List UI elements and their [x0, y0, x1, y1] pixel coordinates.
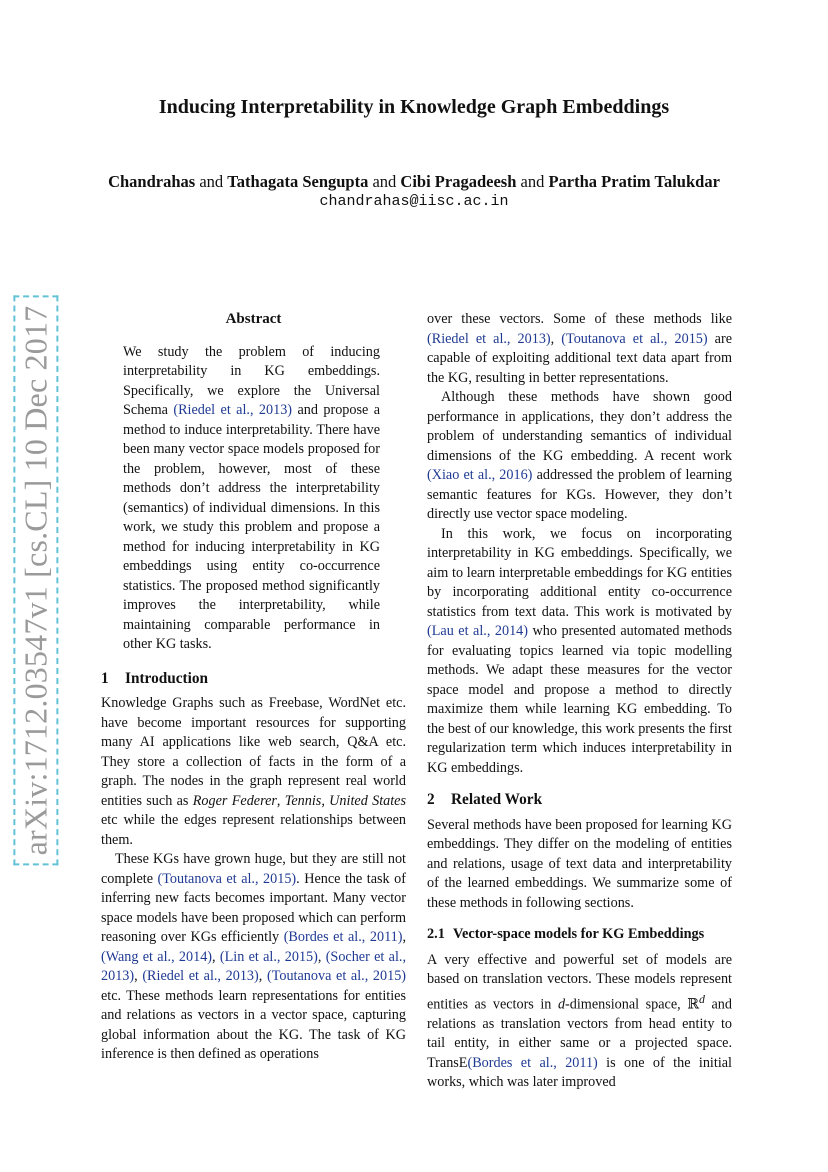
math-symbol: ℝ	[687, 996, 700, 1013]
text-run: etc. These methods learn representations for entities and relations as vectors in a vector space, capturing global information about the KG. The task of KG inference is then defined as operations	[101, 987, 406, 1062]
abstract-text-2: and propose a method to induce interpretability. There have been many vector space models proposed for the problem, however, most of these methods don’t address the interpretability (semantics) of individual dimensions. In this work, we study this problem and propose a method for inducing interpretability in KG embeddings using entity co-occurrence statistics. The proposed method significantly improves the interpretability, while maintaining comparable performance in other KG tasks.	[123, 402, 381, 652]
author-3: Cibi Pragadeesh	[400, 172, 517, 191]
section-heading-introduction	[101, 669, 406, 689]
section-number: 2	[427, 791, 435, 808]
text-run: and relations as translation vectors from head entity to tail entity, in either same or a projected space. TransE	[427, 996, 732, 1071]
intro-paragraph-4	[427, 388, 732, 525]
text-run: In this work, we focus on incorporating interpretability in KG embeddings. Specifically, we aim to learn interpretable embeddings for KG entities by incorporating additional entity co-occurrence statistics from text data. This work is motivated by	[427, 525, 732, 620]
citation-link[interactable]: (Socher et al., 2013)	[101, 948, 406, 984]
text-run: ,	[212, 948, 220, 965]
abstract-body	[101, 343, 406, 655]
text-run: These KGs have grown huge, but they are still not complete	[101, 851, 406, 887]
citation-link[interactable]: (Wang et al., 2014)	[101, 948, 213, 965]
citation-link[interactable]: (Riedel et al., 2013)	[173, 402, 293, 418]
abstract-heading: Abstract	[225, 311, 282, 327]
abstract-text-1: We study the problem of inducing interpretability in KG embeddings. Specifically, we explore the Universal Schema	[123, 343, 380, 418]
text-run: ,	[258, 968, 267, 984]
text-run: -dimensional space,	[565, 996, 688, 1013]
arxiv-stamp-text: arXiv:1712.03547v1 [cs.CL] 10 Dec 2017	[14, 295, 59, 865]
intro-paragraph-2	[101, 850, 406, 1065]
intro-paragraph-5	[427, 525, 732, 779]
entity-example: United States	[329, 792, 406, 809]
author-1: Chandrahas	[108, 172, 196, 191]
related-paragraph-2	[427, 951, 732, 1093]
subsection-heading-vector-space	[427, 925, 732, 945]
arxiv-stamp	[12, 305, 60, 855]
author-list	[0, 172, 828, 192]
math-symbol: d	[557, 996, 566, 1013]
section-number: 1	[101, 669, 109, 687]
intro-paragraph-1	[101, 694, 406, 850]
subsection-title: Vector-space models for KG Embeddings	[453, 926, 705, 942]
text-run: who presented automated methods for evaluating topics learned via topic modelling methods. We adapt these measures for the vector space model and propose a method to directly maximize them while learning KG embedding. To the best of our knowledge, this work presents the first regularization term which induces interpretability in KG embeddings.	[427, 623, 733, 776]
text-run: ,	[317, 948, 326, 965]
text-run: ,	[134, 968, 143, 984]
entity-example: Roger Federer	[192, 792, 277, 809]
text-run: ,	[402, 929, 406, 945]
text-run: Knowledge Graphs such as Freebase, WordNet etc. have become important resources for supporting many AI applications like web search, Q&A etc. They store a collection of facts in the form of a graph. The nodes in the graph represent real world entities such as	[101, 695, 406, 809]
text-run: is one of the initial works, which was later improved	[427, 1054, 732, 1091]
left-column	[101, 310, 406, 1065]
citation-link[interactable]: (Lin et al., 2015)	[219, 948, 318, 965]
author-email: chandrahas@iisc.ac.in	[319, 193, 509, 210]
citation-link[interactable]: (Toutanova et al., 2015)	[561, 330, 708, 347]
right-column	[427, 310, 732, 1093]
author-4: Partha Pratim Talukdar	[548, 172, 720, 191]
entity-example: Tennis	[284, 792, 322, 809]
text-run: . Hence the task of inferring new facts becomes important. Many vector space models have been proposed which can perform reasoning over KGs efficiently	[101, 870, 406, 945]
citation-link[interactable]: (Riedel et al., 2013)	[142, 968, 259, 984]
citation-link[interactable]: (Toutanova et al., 2015)	[157, 870, 297, 887]
citation-link[interactable]: (Bordes et al., 2011)	[467, 1054, 598, 1071]
citation-link[interactable]: (Riedel et al., 2013)	[427, 330, 551, 347]
text-run: A very effective and powerful set of models are based on translation vectors. These models represent entities as vectors in	[427, 951, 732, 1013]
text-run: etc while the edges represent relationships between them.	[101, 812, 406, 848]
author-sep-1: and	[195, 172, 228, 191]
citation-link[interactable]: (Toutanova et al., 2015)	[266, 968, 407, 984]
text-run: are capable of exploiting additional text data apart from the KG, resulting in better representations.	[427, 330, 733, 386]
text-run: Although these methods have shown good performance in applications, they don’t address the problem of understanding semantics of individual dimensions of the KG embedding. A recent work	[427, 389, 732, 464]
text-run: ,	[321, 792, 330, 809]
citation-link[interactable]: (Xiao et al., 2016)	[427, 467, 533, 483]
section-heading-related-work	[427, 790, 732, 810]
author-2: Tathagata Sengupta	[227, 172, 369, 191]
text-run: over these vectors. Some of these methods like	[427, 311, 732, 327]
text-run: ,	[550, 330, 562, 347]
math-superscript: d	[699, 991, 705, 1006]
author-sep-2: and	[368, 172, 401, 191]
section-title: Related Work	[451, 791, 543, 808]
related-paragraph-1: Several methods have been proposed for learning KG embeddings. They differ on the modeling of entities and relations, usage of text data and interpretability of the learned embeddings. We summarize some of these methods in following sections.	[427, 816, 732, 911]
author-sep-3: and	[516, 172, 549, 191]
citation-link[interactable]: (Lau et al., 2014)	[427, 623, 528, 639]
paper-title: Inducing Interpretability in Knowledge Graph Embeddings	[158, 96, 670, 118]
subsection-number: 2.1	[427, 926, 445, 942]
text-run: addressed the problem of learning semantic features for KGs. However, they don’t directly use vector space modeling.	[427, 467, 732, 522]
intro-paragraph-3	[427, 310, 732, 388]
citation-link[interactable]: (Bordes et al., 2011)	[283, 929, 403, 945]
text-run: ,	[276, 792, 285, 809]
section-title: Introduction	[125, 669, 209, 687]
